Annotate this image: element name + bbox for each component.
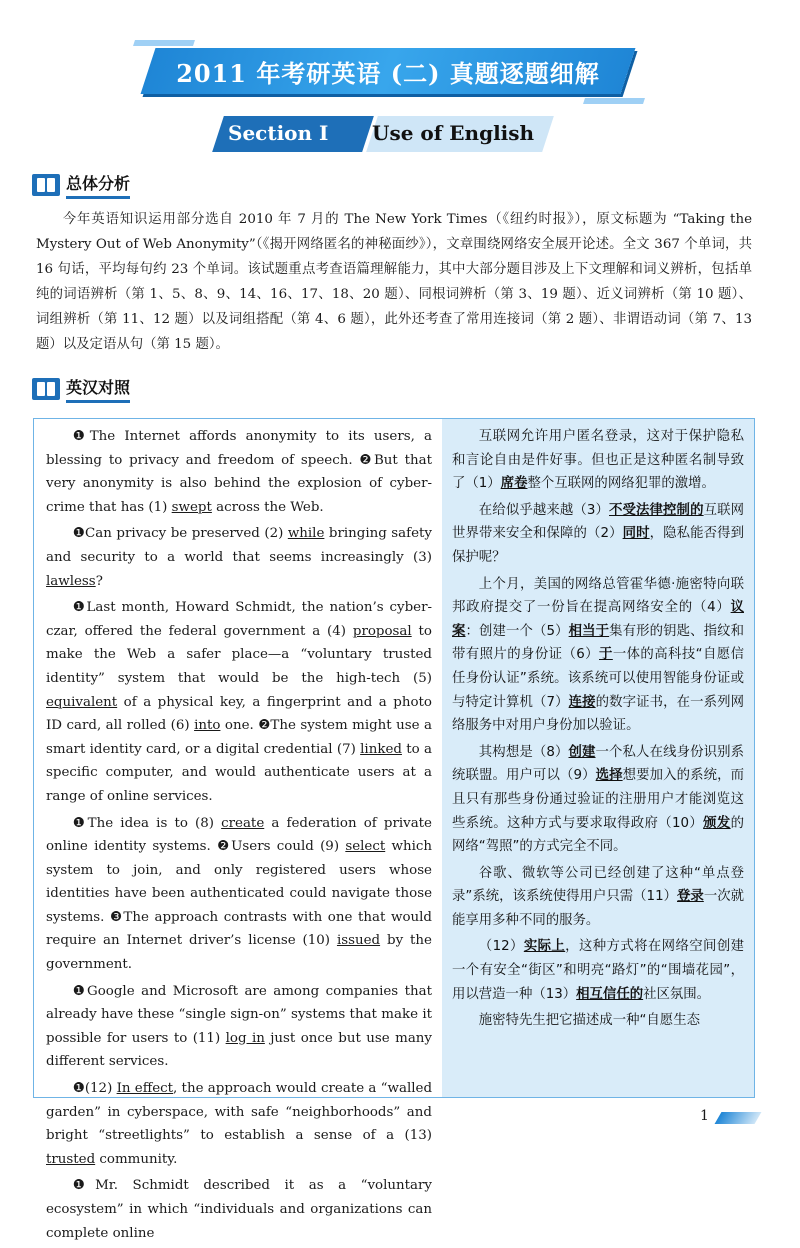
analysis-heading: 总体分析	[32, 172, 130, 198]
english-paragraph	[46, 1174, 432, 1245]
answer-word: log in	[225, 1030, 265, 1046]
paragraph-text: by the government.	[46, 933, 432, 973]
paragraph-text: ❶The Internet affords anonymity to its users, a blessing to privacy and freedom of speech. ❷But that very anonymity is also behind the explosion of cyber-crime that has (1)	[46, 429, 432, 515]
answer-word: create	[221, 815, 265, 831]
answer-word: issued	[336, 933, 381, 949]
answer-word: 连接	[568, 694, 596, 710]
paragraph-text: 整个互联网的网络犯罪的激增。	[527, 476, 715, 492]
answer-word: 实际上	[523, 939, 566, 955]
title-banner	[128, 36, 648, 108]
paragraph-text: just once but use many different services.	[46, 1030, 432, 1070]
paragraph-text: 其构想是（8）	[478, 744, 569, 760]
paragraph-text: ❶Last month, Howard Schmidt, the nation’s cyber-czar, offered the federal government a (4)	[46, 600, 432, 639]
paragraph-text: ，这种方式将在网络空间创建一个有安全“街区”和明亮“路灯”的“围墙花园”，用以营造一种（13）	[452, 939, 744, 1002]
answer-word: 选择	[595, 768, 623, 784]
paragraph-text: one. ❷The system might use a smart identity card, or a digital credential (7)	[46, 718, 433, 757]
section-header	[218, 116, 558, 152]
paragraph-text: ❶Google and Microsoft are among companies that already have these “single sign-on” systems that make it possible for users to (11)	[46, 983, 432, 1046]
paragraph-text: ❶(12)	[72, 1081, 117, 1097]
paragraph-text: , the approach would create a “walled garden” in cyberspace, with safe “neighborhoods” and bright “streetlights” to establish a sense of a (13)	[46, 1081, 433, 1144]
answer-word: equivalent	[46, 694, 118, 710]
answer-word: 相当于	[568, 623, 610, 639]
answer-word: 创建	[568, 744, 596, 760]
answer-word: 相互信任的	[576, 986, 644, 1002]
chinese-paragraph	[452, 935, 744, 1006]
paragraph-text: community.	[95, 1151, 178, 1167]
chinese-paragraph	[452, 862, 744, 933]
answer-word: 不受法律控制的	[609, 502, 704, 518]
english-paragraph	[46, 596, 432, 808]
paragraph-text: 一体的高科技“自愿信任身份认证”系统。该系统可以使用智能身份证或与特定计算机（7）	[452, 647, 745, 710]
paragraph-text: 的数字证书，在一系列网络服务中对用户身份加以验证。	[452, 694, 744, 734]
paragraph-text: bringing safety and security to a world that seems increasingly (3)	[46, 526, 432, 565]
english-paragraph	[46, 522, 432, 593]
paragraph-text: across the Web.	[211, 499, 324, 515]
paragraph-text: of a physical key, a fingerprint and a photo ID card, all rolled (6)	[46, 694, 432, 734]
answer-word: while	[287, 526, 325, 542]
answer-word: 于	[599, 647, 613, 663]
english-paragraph	[46, 980, 432, 1074]
book-icon	[32, 174, 60, 196]
answer-word: lawless	[46, 573, 96, 589]
paragraph-text: to a specific computer, and would authenticate users at a range of online services.	[46, 741, 432, 804]
answer-word: proposal	[352, 623, 412, 639]
paragraph-text: 一个私人在线身份识别系统联盟。用户可以（9）	[452, 744, 745, 784]
english-paragraph	[46, 1077, 432, 1171]
answer-word: into	[194, 718, 221, 734]
chinese-paragraph	[452, 1009, 744, 1033]
paragraph-text: ：创建一个（5）	[465, 623, 569, 639]
book-icon	[32, 378, 60, 400]
answer-word: 颁发	[703, 815, 731, 831]
page-decoration	[715, 1112, 762, 1124]
paragraph-text: to make the Web a safer place—a “voluntary trusted identity” system that would be the high-tech (5)	[46, 623, 432, 686]
paragraph-text: 在给似乎越来越（3）	[478, 502, 610, 518]
paragraph-text: 的网络“驾照”的方式完全不同。	[452, 815, 744, 855]
section-name: Use of English	[372, 121, 535, 145]
english-paragraph	[46, 425, 432, 519]
answer-word: swept	[171, 499, 212, 515]
paragraph-text: ❶The idea is to (8)	[72, 815, 222, 831]
english-column	[46, 425, 432, 1248]
paragraph-text: 互联网允许用户匿名登录，这对于保护隐私和言论自由是件好事。但也正是这种匿名制导致了（1）	[452, 429, 744, 492]
paragraph-text: 社区氛围。	[643, 986, 711, 1002]
paragraph-text: 谷歌、微软等公司已经创建了这种“单点登录”系统，该系统使得用户只需（11）	[452, 865, 744, 905]
paragraph-text: 一次就能享用多种不同的服务。	[452, 889, 745, 928]
chinese-paragraph	[452, 499, 744, 570]
answer-word: 议案	[452, 600, 744, 639]
paragraph-text: 想要加入的系统，而且只有那些身份通过验证的注册用户才能浏览这些系统。这种方式与要求取得政府（10）	[452, 768, 745, 831]
page-title: 2011 年考研英语 (二) 真题逐题细解	[176, 59, 600, 88]
paragraph-text: ❶Can privacy be preserved (2)	[72, 526, 288, 542]
answer-word: 席卷	[500, 476, 528, 492]
bilingual-heading: 英汉对照	[32, 376, 130, 402]
answer-word: trusted	[46, 1151, 96, 1167]
page-number: 1	[700, 1108, 709, 1124]
paragraph-text: which system to join, and only registered users whose identities have been authenticated could navigate those systems. ❸The approach contrasts with one that would require an Internet driver’s license (10)	[46, 839, 432, 949]
paragraph-text: 集有形的钥匙、指纹和带有照片的身份证（6）	[452, 623, 745, 663]
paragraph-text: ❶Mr. Schmidt described it as a “voluntary ecosystem” in which “individuals and organizations can complete online	[46, 1178, 432, 1241]
analysis-text: 今年英语知识运用部分选自 2010 年 7 月的 The New York Times（《纽约时报》），原文标题为 “Taking the Mystery Out of Web Anonymity”（《揭开网络匿名的神秘面纱》），文章围绕网络安全展开论述。全文 367 个单词，共 16 句话，平均每句约 23 个单词。该试题重点考查语篇理解能力，其中大部分题目涉及上下文理解和词义辨析，包括单纯的词语辨析（第 1、5、8、9、14、16、17、18、20 题）、同根词辨析（第 3、19 题）、近义词辨析（第 10 题）、词组辨析（第 11、12 题）以及词组搭配（第 4、6 题），此外还考查了常用连接词（第 2 题）、非谓语动词（第 7、13 题）以及定语从句（第 15 题）。	[36, 212, 752, 352]
paragraph-text: 上个月，美国的网络总管霍华德·施密特向联邦政府提交了一份旨在提高网络安全的（4）	[452, 576, 744, 616]
answer-word: In effect	[116, 1081, 174, 1097]
paragraph-text: 施密特先生把它描述成一种“自愿生态	[478, 1013, 700, 1029]
answer-word: 登录	[677, 889, 704, 905]
chinese-paragraph	[452, 573, 744, 738]
bilingual-panel	[33, 418, 755, 1241]
paragraph-text: （12）	[478, 939, 524, 955]
paragraph-text: ?	[95, 573, 103, 589]
english-paragraph	[46, 812, 432, 977]
chinese-column	[452, 425, 744, 1036]
paragraph-text: a federation of private online identity systems. ❷Users could (9)	[46, 815, 432, 855]
answer-word: linked	[360, 741, 402, 757]
answer-word: select	[345, 839, 386, 855]
paragraph-text: ，隐私能否得到保护呢？	[452, 526, 744, 565]
section-number: Section Ⅰ	[228, 121, 329, 145]
chinese-paragraph	[452, 425, 744, 496]
chinese-paragraph	[452, 741, 744, 859]
paragraph-text: 互联网世界带来安全和保障的（2）	[452, 502, 745, 542]
answer-word: 同时	[622, 526, 650, 542]
